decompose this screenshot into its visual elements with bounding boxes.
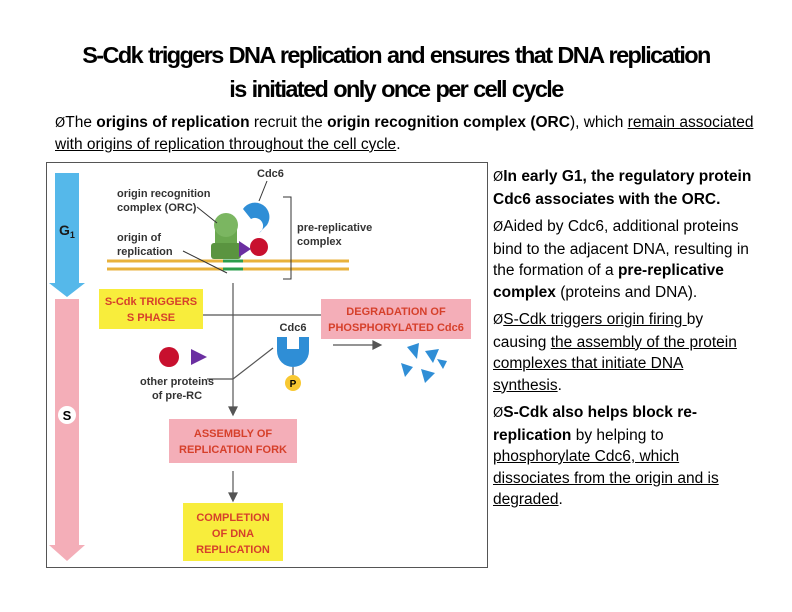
bullet-3-text-1: by causing [493,311,704,351]
red-protein-top [250,238,268,256]
bullet-1 [493,166,753,210]
slide-title [20,38,772,106]
s-phase-label: S [62,408,72,423]
degradation-box-line1: DEGRADATION OF [346,306,446,318]
degradation-box-line2: PHOSPHORYLATED Cdc6 [328,322,464,334]
bullet-list [493,166,753,517]
bullet-marker: Ø [55,116,66,131]
purple-protein-mid [191,349,207,365]
intro-text-1: The [65,114,97,131]
intro-text-4: . [396,136,401,153]
orc-label-line2: complex (ORC) [117,202,197,214]
purple-protein-top [239,241,251,257]
assembly-box-line2: REPLICATION FORK [179,444,287,456]
scdk-box-line2: S PHASE [126,312,176,324]
bullet-2-text-1: Aided by Cdc6, additional proteins bind to the adjacent DNA, resulting in the formation of a [493,218,749,279]
intro-underlined: remain associated with origins of replication throughout the cell cycle [55,114,754,153]
bullet-3-underlined-1: S-Cdk triggers origin firing [503,311,687,328]
bullet-4-text-1: by helping to [571,426,664,444]
assembly-box [169,419,297,463]
replication-diagram [46,162,488,568]
red-protein-mid [159,347,179,367]
s-phase-arrow [49,299,85,561]
orc-complex [211,213,241,259]
other-proteins-line1: other proteins [140,376,214,388]
bullet-4-text-2: . [558,491,563,508]
cdc6-mid-label: Cdc6 [279,322,307,334]
orc-label-line1: origin recognition [117,188,211,200]
g1-phase-label: $G_1$ [59,222,75,240]
other-proteins-line2: of pre-RC [151,390,203,402]
bullet-4-bold: S-Cdk also helps block re-replication [493,404,698,444]
bullet-1-bold: In early G1, the regulatory protein Cdc6 associates with the ORC. [493,168,752,208]
diagram-svg [47,163,487,567]
cdc6-top-label: Cdc6 [257,168,284,180]
bullet-2 [493,216,753,303]
intro-paragraph [55,112,770,155]
completion-box-line1: COMPLETION [196,512,270,524]
degraded-cdc6-fragments [401,343,447,383]
prerep-label-line2: complex [297,236,342,248]
intro-text-3: ), which [569,114,628,131]
completion-box-line3: REPLICATION [196,544,270,556]
bullet-marker: Ø [493,170,504,185]
origin-label-line2: replication [117,246,173,258]
assembly-box-line1: ASSEMBLY OF [193,428,273,440]
prerep-label-line1: pre-replicative [297,222,373,234]
title-line-2: is initiated only once per cell cycle [229,76,563,102]
phosphate-label: P [289,379,297,390]
intro-bold-2: origin recognition complex (ORC [327,114,570,131]
bullet-4 [493,402,753,511]
bullet-marker: Ø [493,313,504,328]
scdk-box-line1: S-Cdk TRIGGERS [104,296,198,308]
dna-double-helix [107,261,349,269]
intro-text-2: recruit the [249,114,328,131]
origin-label-line1: origin of [117,232,161,244]
intro-bold-1: origins of replication [96,114,250,131]
cdc6-protein-top [243,203,269,233]
bullet-marker: Ø [493,406,504,421]
bullet-4-underlined: phosphorylate Cdc6, which dissociates from the origin and is degraded [493,448,719,508]
bullet-3-underlined-2: the assembly of the protein complexes that initiate DNA synthesis [493,333,737,394]
bullet-2-text-2: (proteins and DNA). [555,283,698,301]
completion-box-line2: OF DNA [211,528,255,540]
bullet-marker: Ø [493,220,504,235]
bullet-3-text-2: . [557,376,562,394]
title-line-1: S-Cdk triggers DNA replication and ensures that DNA replication [82,42,710,68]
bullet-2-bold: pre-replicative complex [493,262,724,301]
bullet-3 [493,309,753,396]
